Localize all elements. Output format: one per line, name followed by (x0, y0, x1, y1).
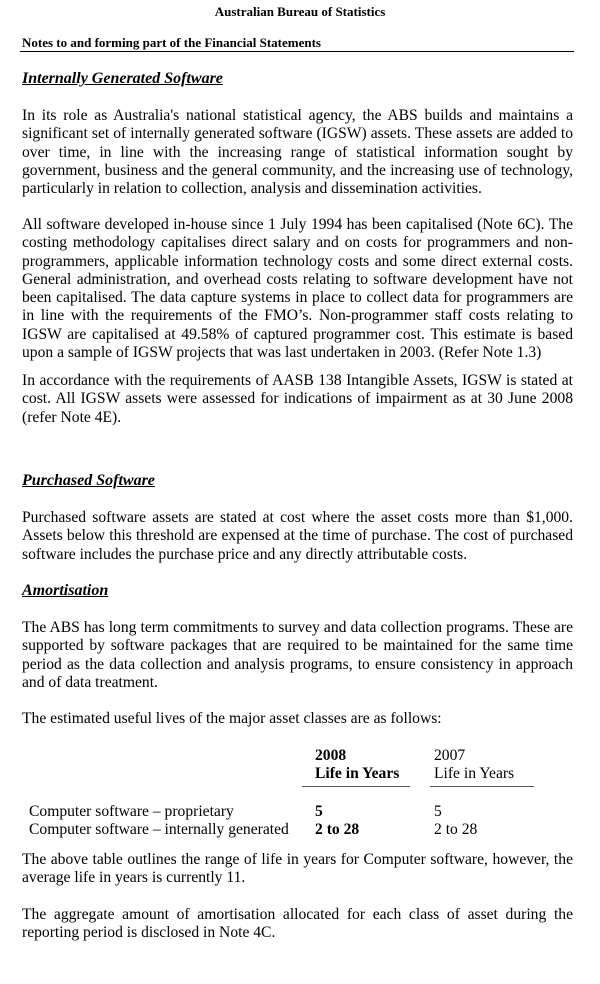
paragraph: The aggregate amount of amortisation allocated for each class of asset during the reporting period is disclosed in Note 4C. (22, 906, 573, 942)
column-year-2007: 2007 (434, 747, 466, 764)
paragraph: In accordance with the requirements of AASB 138 Intangible Assets, IGSW is stated at cost. All IGSW assets were assessed for indications of impairment as at 30 June 2008 (refer Note 4E). (22, 372, 573, 426)
section-title: Notes to and forming part of the Financial Statements (22, 35, 321, 50)
paragraph: The above table outlines the range of life in years for Computer software, however, the average life in years is currently 11. (22, 851, 573, 887)
row-label: Computer software – internally generated (29, 821, 289, 838)
header-divider (20, 51, 574, 52)
paragraph: In its role as Australia's national statistical agency, the ABS builds and maintains a significant set of internally generated software (IGSW) assets. These assets are added to over time, in line with the increasing range of statistical information sought by government, business and the general community, and the increasing use of technology, particularly in relation to collection, analysis and dissemination activities. (22, 107, 573, 198)
paragraph: All software developed in-house since 1 July 1994 has been capitalised (Note 6C). The costing methodology capitalises direct salary and on costs for programmers and non-programmers, applicable information technology costs and some direct external costs. General administration, and overhead costs relating to software development have not been capitalised. The data capture systems in place to collect data for programmers are in line with the requirements of the FMO’s. Non-programmer staff costs relating to IGSW are capitalised at 49.58% of captured programmer cost. This estimate is based upon a sample of IGSW projects that was last undertaken in 2003. (Refer Note 1.3) (22, 216, 573, 362)
heading-amortisation: Amortisation (22, 582, 109, 599)
row-value-2008: 2 to 28 (315, 821, 360, 838)
column-year-2008: 2008 (315, 747, 347, 764)
row-value-2007: 5 (434, 803, 442, 820)
heading-internally-generated-software: Internally Generated Software (22, 70, 223, 87)
column-label-2007: Life in Years (430, 765, 534, 787)
organisation-title: Australian Bureau of Statistics (214, 4, 386, 19)
row-value-2008: 5 (315, 803, 323, 820)
row-value-2007: 2 to 28 (434, 821, 478, 838)
paragraph: The ABS has long term commitments to survey and data collection programs. These are supported by software packages that are required to be maintained for the same time period as the data collection and analysis programs, to ensure consistency in approach and of data treatment. (22, 619, 573, 691)
heading-purchased-software: Purchased Software (22, 472, 155, 489)
column-label-2008: Life in Years (302, 765, 410, 787)
paragraph: The estimated useful lives of the major asset classes are as follows: (22, 710, 442, 727)
row-label: Computer software – proprietary (29, 803, 234, 820)
paragraph: Purchased software assets are stated at cost where the asset costs more than $1,000. Assets below this threshold are expensed at the time of purchase. The cost of purchased software includes the purchase price and any directly attributable costs. (22, 509, 573, 563)
